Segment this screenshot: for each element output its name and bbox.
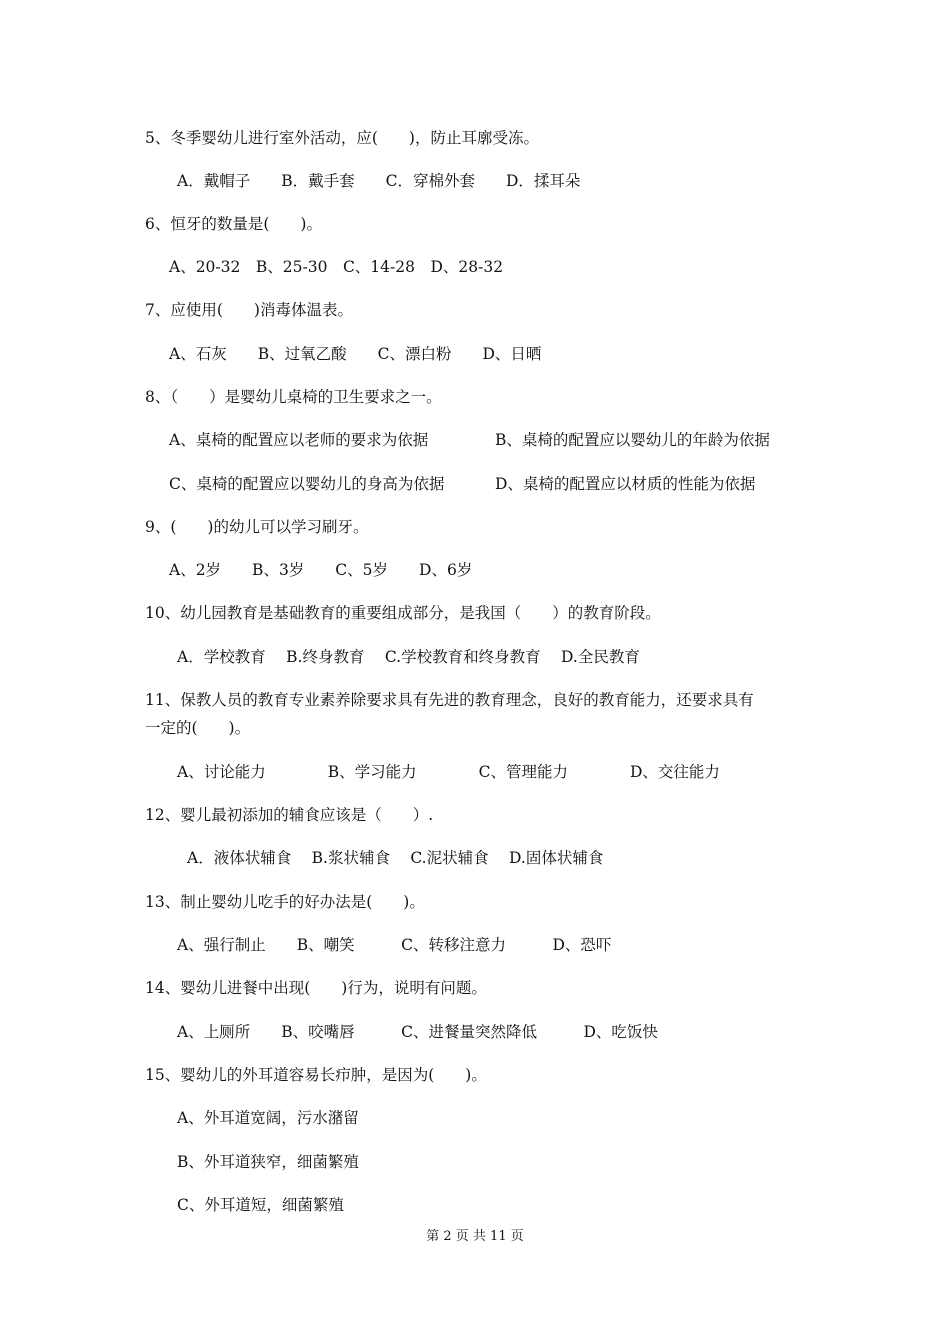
question-10-stem: 10、幼儿园教育是基础教育的重要组成部分，是我国（ ）的教育阶段。: [145, 604, 661, 622]
question-12-options: A．液体状辅食 B.浆状辅食 C.泥状辅食 D.固体状辅食: [187, 849, 604, 867]
question-8-option-c: C、桌椅的配置应以婴幼儿的身高为依据: [169, 475, 445, 493]
question-14-options: A、上厕所 B、咬嘴唇 C、进餐量突然降低 D、吃饭快: [177, 1023, 658, 1041]
question-15-option-a: A、外耳道宽阔，污水潴留: [177, 1109, 359, 1127]
question-8-option-b: B、桌椅的配置应以婴幼儿的年龄为依据: [495, 431, 770, 449]
question-13-stem: 13、制止婴幼儿吃手的好办法是( )。: [145, 893, 425, 911]
question-9-stem: 9、( )的幼儿可以学习刷牙。: [145, 518, 369, 536]
question-15-option-b: B、外耳道狭窄，细菌繁殖: [177, 1153, 359, 1171]
question-9-options: A、2岁 B、3岁 C、5岁 D、6岁: [169, 561, 473, 579]
question-8-stem: 8、（ ）是婴幼儿桌椅的卫生要求之一。: [145, 388, 442, 406]
question-8-option-d: D、桌椅的配置应以材质的性能为依据: [495, 475, 756, 493]
question-6-options: A、20-32 B、25-30 C、14-28 D、28-32: [169, 258, 504, 276]
question-11-options: A、讨论能力 B、学习能力 C、管理能力 D、交往能力: [177, 763, 720, 781]
question-11-stem: 11、保教人员的教育专业素养除要求具有先进的教育理念，良好的教育能力，还要求具有: [145, 691, 754, 709]
question-7-stem: 7、应使用( )消毒体温表。: [145, 301, 353, 319]
question-6-stem: 6、恒牙的数量是( )。: [145, 215, 322, 233]
page-number-footer: 第 2 页 共 11 页: [426, 1229, 524, 1244]
question-11-stem-continued: 一定的( )。: [145, 719, 251, 737]
question-5-stem: 5、冬季婴幼儿进行室外活动，应( )，防止耳廓受冻。: [145, 129, 539, 147]
question-5-options: A．戴帽子 B．戴手套 C．穿棉外套 D．揉耳朵: [177, 172, 581, 190]
question-15-option-c: C、外耳道短，细菌繁殖: [177, 1196, 344, 1214]
question-7-options: A、石灰 B、过氧乙酸 C、漂白粉 D、日晒: [169, 345, 542, 363]
question-14-stem: 14、婴幼儿进餐中出现( )行为，说明有问题。: [145, 979, 487, 997]
question-8-option-a: A、桌椅的配置应以老师的要求为依据: [169, 431, 429, 449]
question-10-options: A．学校教育 B.终身教育 C.学校教育和终身教育 D.全民教育: [177, 648, 640, 666]
question-13-options: A、强行制止 B、嘲笑 C、转移注意力 D、恐吓: [177, 936, 612, 954]
question-12-stem: 12、婴儿最初添加的辅食应该是（ ）.: [145, 806, 434, 824]
question-15-stem: 15、婴幼儿的外耳道容易长疖肿，是因为( )。: [145, 1066, 487, 1084]
